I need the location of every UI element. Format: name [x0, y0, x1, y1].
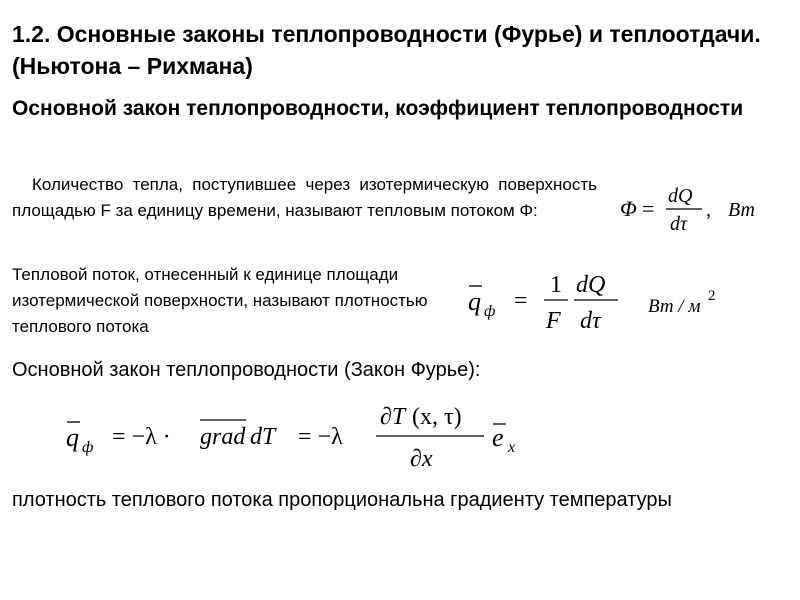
formula-F: F — [546, 308, 561, 334]
formula-numerator: dQ — [576, 272, 606, 298]
formula-grad: grad — [200, 424, 246, 450]
fourier-law-heading: Основной закон теплопроводности (Закон Фурье): — [12, 359, 481, 381]
formula-subscript: ф — [82, 439, 94, 456]
formula-unit-exponent: 2 — [708, 288, 716, 304]
formula-e-subscript: x — [508, 439, 516, 456]
formula-e: e — [492, 423, 504, 452]
formula-second-equals: = −λ — [298, 424, 343, 450]
flux-density-formula — [460, 262, 750, 342]
formula-denominator: dτ — [670, 213, 688, 235]
formula-denominator: dτ — [580, 308, 601, 334]
formula-unit: Вт — [728, 199, 755, 221]
formula-numerator: dQ — [668, 185, 693, 207]
formula-q: q — [468, 287, 481, 316]
formula-dT: dT — [250, 424, 276, 450]
slide-title: 1.2. Основные законы теплопроводности (Фурье) и теплоотдачи.(Ньютона – Рихмана) — [12, 21, 761, 79]
formula-numerator-args: (x, τ) — [412, 404, 462, 430]
formula-one: 1 — [550, 272, 562, 298]
formula-q: q — [66, 423, 79, 452]
formula-numerator-partial: ∂T — [380, 404, 406, 430]
formula-unit: Вт / м — [648, 296, 701, 317]
formula-subscript: ф — [484, 303, 496, 320]
formula-comma: , — [706, 199, 711, 221]
heat-flow-formula — [610, 180, 790, 240]
formula-equals: = — [514, 288, 528, 314]
formula-first-equals: = −λ · — [112, 424, 171, 450]
formula-phi: Φ — [620, 196, 637, 221]
fourier-law-formula — [60, 390, 580, 480]
formula-denominator: ∂x — [410, 446, 433, 472]
section-subtitle: Основной закон теплопроводности, коэффициент теплопроводности — [12, 97, 744, 120]
formula-equals: = — [642, 196, 655, 221]
fourier-law-conclusion: плотность теплового потока пропорциональна градиенту температуры — [12, 489, 672, 511]
flux-density-definition: Тепловой поток, отнесенный к единице площади изотермической поверхности, называют плотностью теплового потока — [12, 265, 428, 336]
heat-flow-definition: Количество тепла, поступившее через изотермическую поверхность площадью F за единицу времени, называют тепловым потоком Φ: — [12, 175, 597, 220]
